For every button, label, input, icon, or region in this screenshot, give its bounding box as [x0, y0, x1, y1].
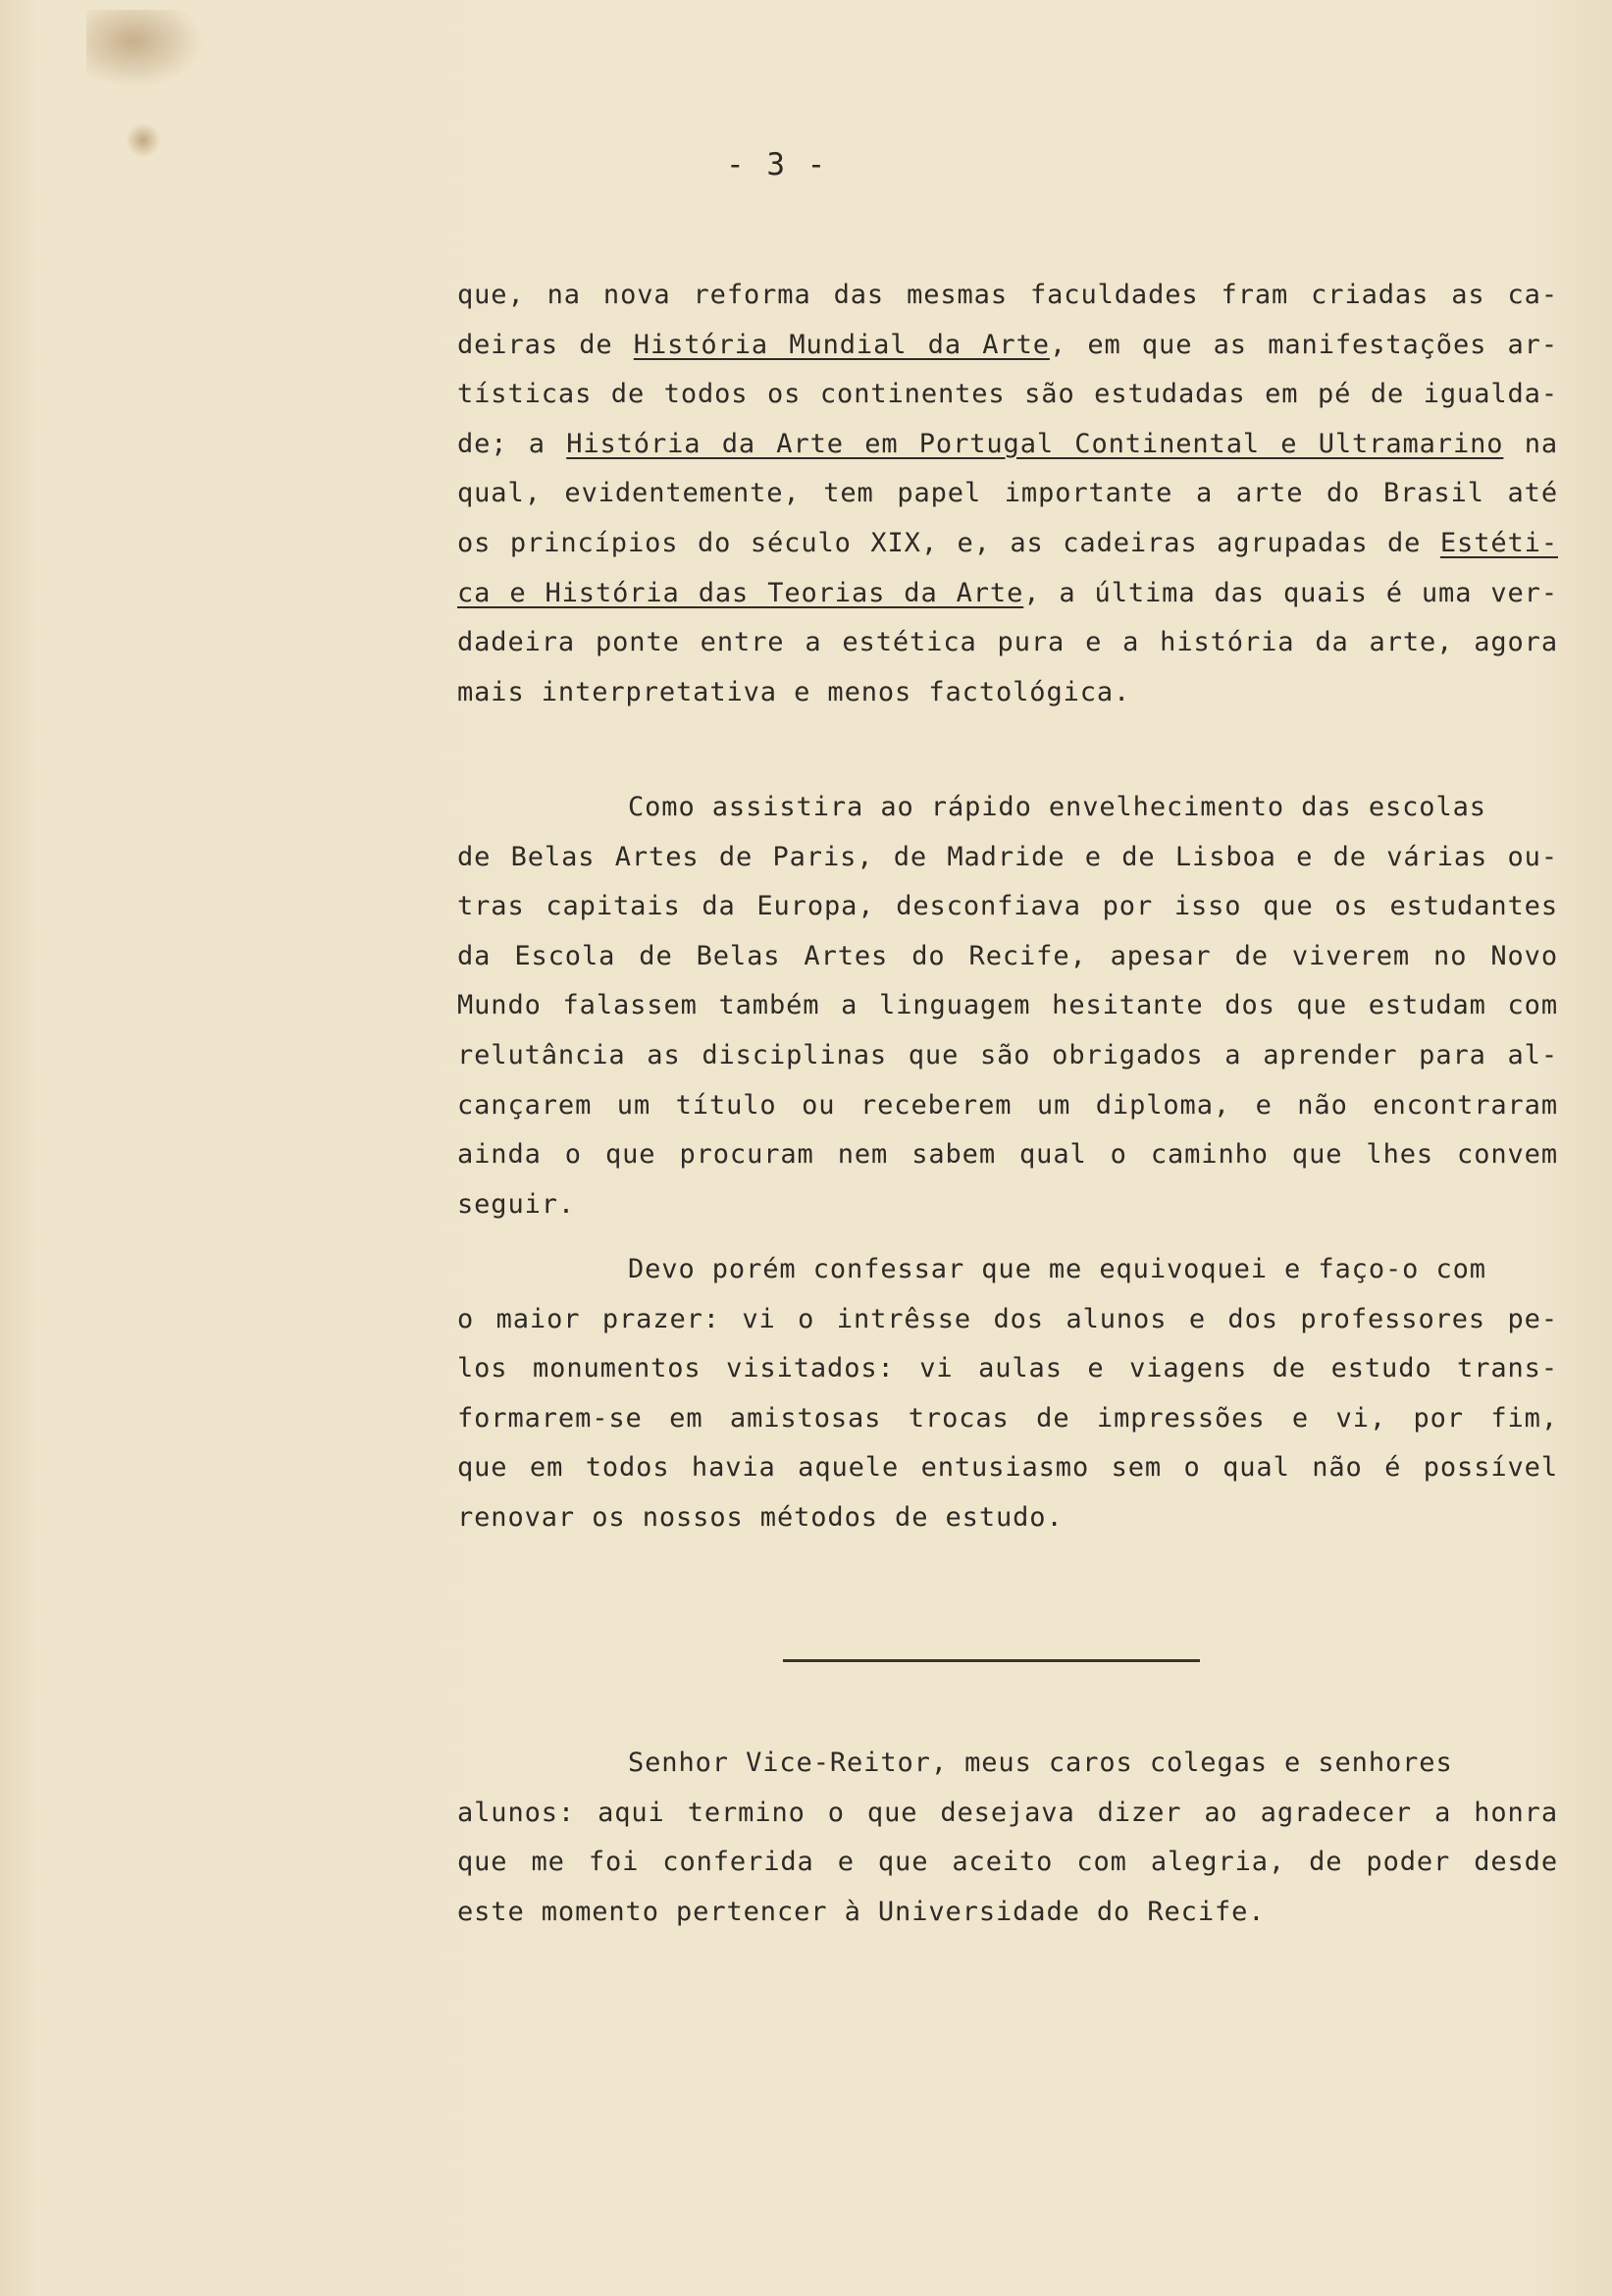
text-line — [628, 1747, 1453, 1780]
text-line — [457, 676, 1130, 709]
text-run: relutância as disciplinas que são obrigados a aprender para al- — [457, 1040, 1558, 1070]
text-line — [457, 1896, 1265, 1929]
text-line — [457, 329, 1558, 362]
text-line — [457, 1138, 1558, 1172]
text-run: tras capitais da Europa, desconfiava por isso que os estudantes — [457, 891, 1558, 921]
text-run: qual, evidentemente, tem papel importante a arte do Brasil até — [457, 478, 1558, 508]
text-run: que me foi conferida e que aceito com alegria, de poder desde — [457, 1847, 1558, 1877]
text-run: ainda o que procuram nem sabem qual o caminho que lhes convem — [457, 1139, 1558, 1170]
text-run: de Belas Artes de Paris, de Madride e de Lisboa e de várias ou- — [457, 842, 1558, 872]
text-run: los monumentos visitados: vi aulas e viagens de estudo trans- — [457, 1353, 1558, 1383]
text-line — [457, 1303, 1558, 1336]
text-line — [457, 428, 1558, 461]
text-line — [457, 841, 1558, 874]
text-line — [457, 1797, 1558, 1830]
text-line — [457, 1402, 1558, 1435]
text-run: tísticas de todos os continentes são estudadas em pé de igualda- — [457, 379, 1558, 409]
stain-mark — [86, 10, 204, 88]
text-line — [457, 477, 1558, 510]
underlined-title: ca e História das Teorias da Arte — [457, 578, 1024, 608]
text-run: dadeira ponte entre a estética pura e a história da arte, agora — [457, 627, 1558, 657]
text-line — [457, 279, 1558, 312]
text-line — [628, 1253, 1486, 1286]
text-run: Como assistira ao rápido envelhecimento das escolas — [628, 792, 1486, 822]
text-line — [457, 577, 1558, 610]
text-run: deiras de — [457, 330, 634, 360]
text-run: Senhor Vice-Reitor, meus caros colegas e senhores — [628, 1748, 1453, 1778]
text-run: , a última das quais é uma ver- — [1023, 578, 1558, 608]
text-line — [457, 527, 1558, 560]
text-run: , em que as manifestações ar- — [1049, 330, 1558, 360]
underlined-title: História Mundial da Arte — [633, 330, 1050, 360]
text-run: da Escola de Belas Artes do Recife, apesar de viverem no Novo — [457, 941, 1558, 971]
stain-mark — [126, 123, 161, 158]
text-line — [457, 1089, 1558, 1122]
text-run: que em todos havia aquele entusiasmo sem o qual não é possível — [457, 1452, 1558, 1483]
text-line — [457, 940, 1558, 973]
text-run: que, na nova reforma das mesmas faculdades fram criadas as ca- — [457, 280, 1558, 310]
text-line — [457, 1039, 1558, 1072]
text-line — [457, 378, 1558, 411]
text-run: os princípios do século XIX, e, as cadeiras agrupadas de — [457, 528, 1440, 558]
text-line — [457, 1501, 1064, 1535]
text-line — [457, 890, 1558, 923]
text-line — [457, 1846, 1558, 1879]
underlined-title: Estéti- — [1439, 528, 1558, 558]
text-run: formarem-se em amistosas trocas de impressões e vi, por fim, — [457, 1403, 1558, 1434]
underlined-title: História da Arte em Portugal Continental e Ultramarino — [566, 429, 1504, 459]
text-run: na — [1503, 429, 1559, 459]
text-run: seguir. — [457, 1189, 576, 1220]
text-line — [457, 1188, 575, 1222]
text-line — [628, 791, 1486, 824]
text-run: Devo porém confessar que me equivoquei e faço-o com — [628, 1254, 1486, 1284]
text-line — [457, 1352, 1558, 1385]
text-run: este momento pertencer à Universidade do Recife. — [457, 1897, 1266, 1927]
text-run: alunos: aqui termino o que desejava dizer ao agradecer a honra — [457, 1798, 1558, 1828]
text-run: cançarem um título ou receberem um diploma, e não encontraram — [457, 1090, 1558, 1121]
text-run: de; a — [457, 429, 567, 459]
text-line — [457, 989, 1558, 1022]
text-line — [457, 1451, 1558, 1485]
text-run: renovar os nossos métodos de estudo. — [457, 1502, 1064, 1533]
text-run: o maior prazer: vi o intrêsse dos alunos e dos professores pe- — [457, 1304, 1558, 1334]
section-divider — [783, 1659, 1200, 1662]
text-run: Mundo falassem também a linguagem hesitante dos que estudam com — [457, 990, 1558, 1020]
text-run: mais interpretativa e menos factológica. — [457, 677, 1131, 707]
page-number: - 3 - — [726, 147, 828, 183]
text-line — [457, 626, 1558, 659]
